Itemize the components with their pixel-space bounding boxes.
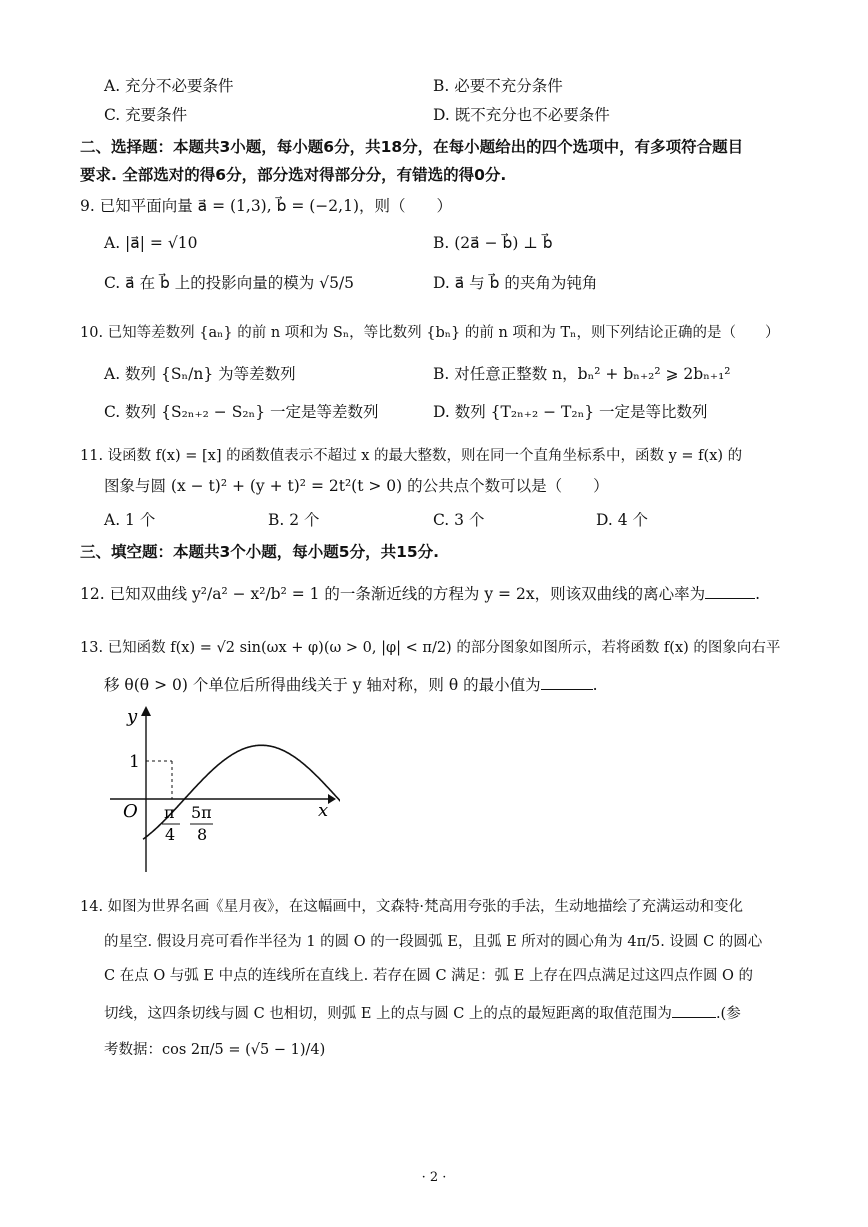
q10-option-b: B. 对任意正整数 n，bₙ² + bₙ₊₂² ⩾ 2bₙ₊₁² — [433, 365, 731, 383]
y-axis-label: y — [127, 706, 138, 727]
x-axis-label: x — [318, 800, 329, 821]
q11-option-c: C. 3 个 — [433, 511, 485, 529]
y-tick-label-1: 1 — [129, 752, 140, 772]
q12-text: 12. 已知双曲线 y²/a² − x²/b² = 1 的一条渐近线的方程为 y = 2x，则该双曲线的离心率为 — [80, 585, 706, 603]
q10-option-d: D. 数列 {T₂ₙ₊₂ − T₂ₙ} 一定是等比数列 — [433, 403, 708, 421]
q10-stem: 10. 已知等差数列 {aₙ} 的前 n 项和为 Sₙ，等比数列 {bₙ} 的前 n 项和为 Tₙ，则下列结论正确的是（ ） — [80, 325, 780, 341]
q14-line2: 的星空. 假设月亮可看作半径为 1 的圆 O 的一段圆弧 E，且弧 E 所对的圆心角为 4π/5. 设圆 C 的圆心 — [104, 934, 763, 950]
q11-option-b: B. 2 个 — [268, 511, 320, 529]
x-tick-5pi-over-8-denominator: 8 — [197, 825, 208, 844]
q9-stem: 9. 已知平面向量 a⃗ = (1,3), b⃗ = (−2,1)，则（ ） — [80, 197, 452, 215]
q14-text-after: .(参 — [715, 1006, 741, 1022]
q14-answer-blank[interactable] — [672, 1001, 716, 1018]
q14-text: 切线，这四条切线与圆 C 也相切，则弧 E 上的点与圆 C 上的点的最短距离的取值范围为 — [104, 1006, 672, 1022]
q14-line1: 14. 如图为世界名画《星月夜》，在这幅画中，文森特·梵高用夸张的手法，生动地描绘了充满运动和变化 — [80, 899, 744, 915]
q14-line3: C 在点 O 与弧 E 中点的连线所在直线上. 若存在圆 C 满足：弧 E 上存在四点满足过这四点作圆 O 的 — [104, 968, 754, 984]
q10-option-a: A. 数列 {Sₙ/n} 为等差数列 — [104, 365, 296, 383]
origin-label: O — [123, 801, 138, 822]
q14-line5: 考数据：cos 2π/5 = (√5 − 1)/4) — [104, 1042, 326, 1058]
q8-option-d: D. 既不充分也不必要条件 — [433, 106, 610, 124]
q13-text: 移 θ(θ > 0) 个单位后所得曲线关于 y 轴对称，则 θ 的最小值为 — [104, 676, 541, 694]
q13-stem-line2 — [104, 673, 598, 695]
section2-heading-line2: 要求. 全部选对的得6分，部分选对得部分分，有错选的得0分. — [80, 166, 507, 184]
q8-option-c: C. 充要条件 — [104, 106, 188, 124]
page-number: · 2 · — [421, 1170, 447, 1185]
q8-option-a: A. 充分不必要条件 — [104, 77, 234, 95]
q10-option-c: C. 数列 {S₂ₙ₊₂ − S₂ₙ} 一定是等差数列 — [104, 403, 379, 421]
q9-option-d: D. a⃗ 与 b⃗ 的夹角为钝角 — [433, 274, 598, 292]
q13-period: . — [592, 676, 598, 694]
q12-stem — [80, 582, 760, 604]
x-tick-pi-over-4-numerator: π — [164, 803, 175, 822]
q11-option-a: A. 1 个 — [104, 511, 156, 529]
q12-answer-blank[interactable] — [705, 582, 755, 599]
q13-stem-line1: 13. 已知函数 f(x) = √2 sin(ωx + φ)(ω > 0, |φ| < π/2) 的部分图象如图所示，若将函数 f(x) 的图象向右平 — [80, 640, 781, 656]
x-tick-5pi-over-8-numerator: 5π — [191, 803, 212, 822]
q9-option-c: C. a⃗ 在 b⃗ 上的投影向量的模为 √5/5 — [104, 274, 355, 292]
q13-answer-blank[interactable] — [541, 673, 593, 690]
section3-heading: 三、填空题：本题共3个小题，每小题5分，共15分. — [80, 543, 440, 561]
q9-option-b: B. (2a⃗ − b⃗) ⊥ b⃗ — [433, 234, 553, 252]
q8-option-b: B. 必要不充分条件 — [433, 77, 563, 95]
q14-line4 — [104, 1001, 741, 1024]
section2-heading-line1: 二、选择题：本题共3小题，每小题6分，共18分，在每小题给出的四个选项中，有多项符合题目 — [80, 138, 744, 156]
x-tick-pi-over-4-denominator: 4 — [165, 825, 176, 844]
q11-stem-line2: 图象与圆 (x − t)² + (y + t)² = 2t²(t > 0) 的公共点个数可以是（ ） — [104, 477, 609, 495]
q12-period: . — [755, 585, 761, 603]
y-axis-arrow — [141, 706, 151, 716]
q13-sine-graph — [100, 700, 340, 880]
q9-option-a: A. |a⃗| = √10 — [104, 234, 198, 252]
q11-option-d: D. 4 个 — [596, 511, 649, 529]
q11-stem-line1: 11. 设函数 f(x) = [x] 的函数值表示不超过 x 的最大整数，则在同一个直角坐标系中，函数 y = f(x) 的 — [80, 448, 743, 464]
